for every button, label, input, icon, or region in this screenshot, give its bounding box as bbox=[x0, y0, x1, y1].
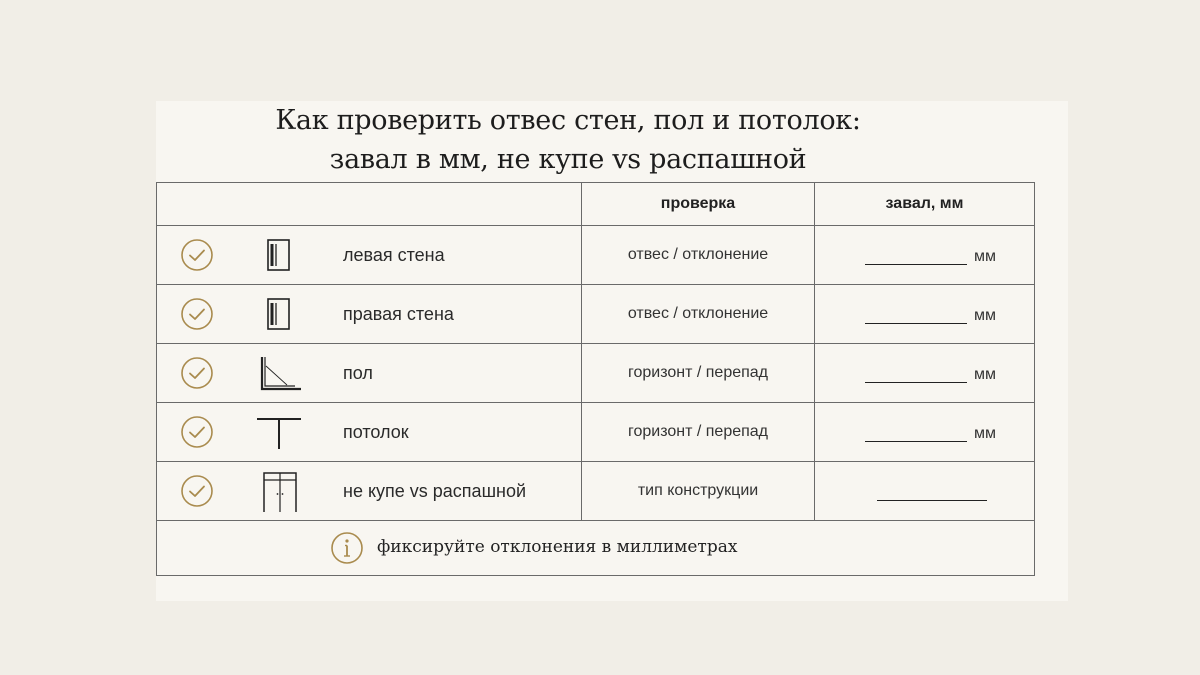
table-row bbox=[157, 344, 1035, 403]
table-header-row bbox=[157, 183, 1035, 226]
row-label: не купе vs распашной bbox=[343, 481, 527, 501]
note-cell bbox=[157, 521, 1035, 576]
check-circle-icon bbox=[181, 357, 213, 389]
row-value-cell[interactable] bbox=[815, 403, 1035, 462]
value-blank-line[interactable] bbox=[865, 323, 967, 324]
row-label: потолок bbox=[343, 422, 409, 442]
row-label: правая стена bbox=[343, 304, 454, 324]
check-circle-icon bbox=[181, 475, 213, 507]
row-value-cell[interactable] bbox=[815, 344, 1035, 403]
left-wall-icon bbox=[257, 236, 301, 274]
check-circle-icon bbox=[181, 298, 213, 330]
value-blank-line[interactable] bbox=[865, 382, 967, 383]
row-check: отвес / отклонение bbox=[582, 285, 815, 344]
row-name-cell bbox=[157, 344, 582, 403]
row-value-cell[interactable] bbox=[815, 226, 1035, 285]
right-wall-icon bbox=[257, 295, 301, 333]
header-item bbox=[157, 183, 582, 226]
row-name-cell bbox=[157, 226, 582, 285]
row-check: отвес / отклонение bbox=[582, 226, 815, 285]
check-circle-icon bbox=[181, 239, 213, 271]
row-value-cell[interactable] bbox=[815, 285, 1035, 344]
value-blank-line[interactable] bbox=[877, 500, 987, 501]
value-blank-line[interactable] bbox=[865, 264, 967, 265]
title-line-1: Как проверить отвес стен, пол и потолок: bbox=[275, 105, 861, 136]
row-check: горизонт / перепад bbox=[582, 403, 815, 462]
value-blank-line[interactable] bbox=[865, 441, 967, 442]
row-label: левая стена bbox=[343, 245, 445, 265]
row-name-cell bbox=[157, 403, 582, 462]
floor-icon bbox=[257, 354, 301, 392]
title-line-2: завал в мм, не купе vs распашной bbox=[329, 144, 807, 175]
header-value: завал, мм bbox=[815, 183, 1035, 226]
page-title bbox=[0, 101, 1136, 179]
info-icon bbox=[331, 532, 363, 564]
table-row bbox=[157, 226, 1035, 285]
row-check: горизонт / перепад bbox=[582, 344, 815, 403]
check-circle-icon bbox=[181, 416, 213, 448]
check-table bbox=[156, 182, 1035, 576]
row-name-cell bbox=[157, 462, 582, 521]
row-name-cell bbox=[157, 285, 582, 344]
row-unit: мм bbox=[974, 425, 996, 442]
row-check: тип конструкции bbox=[582, 462, 815, 521]
row-label: пол bbox=[343, 363, 373, 383]
table-row bbox=[157, 403, 1035, 462]
note-row bbox=[157, 521, 1035, 576]
wardrobe-icon bbox=[257, 470, 301, 512]
row-unit: мм bbox=[974, 307, 996, 324]
row-value-cell[interactable] bbox=[815, 462, 1035, 521]
note-text: фиксируйте отклонения в миллиметрах bbox=[377, 537, 738, 557]
table-row bbox=[157, 462, 1035, 521]
row-unit: мм bbox=[974, 366, 996, 383]
ceiling-icon bbox=[257, 413, 301, 451]
table-row bbox=[157, 285, 1035, 344]
row-unit: мм bbox=[974, 248, 996, 265]
header-check: проверка bbox=[582, 183, 815, 226]
